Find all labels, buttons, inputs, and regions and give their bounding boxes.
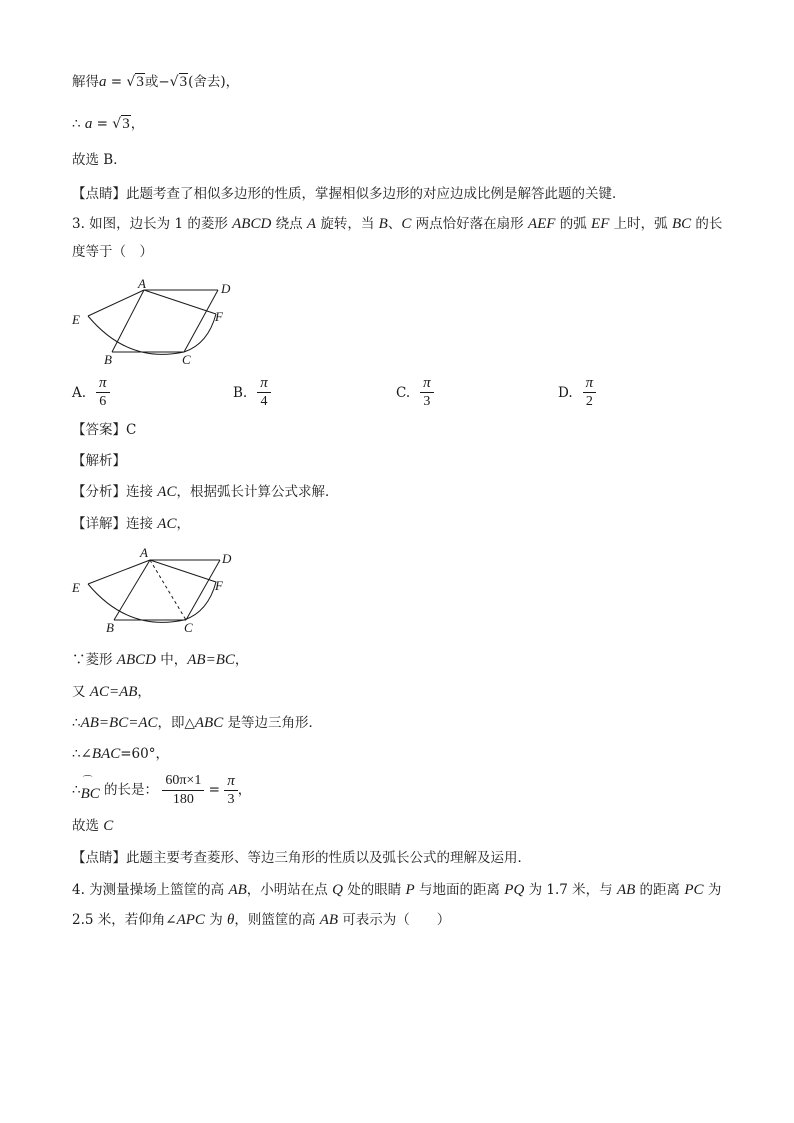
option-a[interactable]: A. $\frac{\pi}{6}$ — [72, 374, 110, 411]
label-d: D — [222, 551, 232, 566]
text-fragment: 解得 — [72, 74, 99, 90]
label-b: B — [106, 620, 114, 635]
note-text: 此题主要考查菱形、等边三角形的性质以及弧长公式的理解及运用． — [126, 850, 531, 866]
result-fraction: $\frac{\pi}{3}$ — [224, 772, 238, 809]
segment-cd — [184, 290, 218, 352]
section-tag: 【点睛】 — [72, 850, 126, 866]
note-paragraph — [72, 184, 626, 204]
arc-notation: ⌒ BC — [81, 776, 100, 812]
note-text: 此题考查了相似多边形的性质，掌握相似多边形的对应边成比例是解答此题的关键． — [126, 186, 626, 202]
segment-af — [150, 560, 216, 582]
analysis-tag: 【解析】 — [72, 453, 126, 469]
question-3-line-1: 3. 如图，边长为 1 的菱形 ABCD 绕点 A 旋转，当 B、C 两点恰好落在扇形 AEF 的弧 EF 上时，弧 BC 的长 — [72, 216, 723, 232]
segment-ab — [112, 290, 144, 352]
label-b: B — [104, 352, 112, 367]
option-c[interactable]: C. $\frac{\pi}{3}$ — [396, 374, 434, 411]
step-5: ∴ ⌒ BC 的长是： $\frac{60\pi\times 1}{180}$ = $\frac{\pi}{3}$ ， — [72, 772, 251, 809]
label-c: C — [182, 352, 191, 367]
segment-ab — [114, 560, 150, 620]
label-d: D — [221, 281, 231, 296]
text-fragment: ， — [130, 116, 145, 132]
text-fragment: 或 — [144, 74, 159, 90]
step-1: ∵菱形 ABCD 中，AB=BC， — [72, 652, 249, 668]
label-f: F — [215, 578, 223, 593]
section-tag: 【点睛】 — [72, 186, 126, 202]
option-fraction: $\frac{\pi}{6}$ — [96, 374, 110, 411]
option-fraction: $\frac{\pi}{2}$ — [583, 374, 597, 411]
label-a: A — [138, 276, 146, 291]
option-d[interactable]: D. $\frac{\pi}{2}$ — [558, 374, 596, 411]
answer-line — [72, 420, 136, 440]
text-fragment: = — [106, 74, 127, 90]
segment-ae — [88, 290, 144, 316]
solution-line-1 — [72, 72, 239, 92]
segment-ae — [88, 560, 150, 584]
question-4-line-1: 4. 为测量操场上篮筐的高 AB，小明站在点 Q 处的眼睛 P 与地面的距离 PQ 为 1.7 米，与 AB 的距离 PC 为 — [72, 882, 722, 898]
arc-symbol: ⌒ — [82, 776, 93, 787]
choice-line: 故选 B． — [72, 152, 127, 168]
solution-line-2 — [72, 114, 144, 134]
section-tag: 【答案】 — [72, 422, 126, 438]
section-tag: 【分析】 — [72, 484, 126, 500]
question-4-line-2: 2.5 米，若仰角∠APC 为 θ，则篮筐的高 AB 可表示为（ ） — [72, 912, 451, 928]
arc-length-fraction: $\frac{60\pi\times 1}{180}$ — [162, 772, 204, 809]
text-fragment: = — [92, 116, 113, 132]
variable: a — [84, 116, 93, 132]
segment-ac-dashed — [150, 560, 186, 620]
label-f: F — [215, 309, 223, 324]
step-4: ∴∠BAC=60°， — [72, 746, 169, 762]
segment-af — [144, 290, 216, 314]
variable: a — [99, 74, 107, 90]
sector-arc — [88, 314, 216, 354]
label-e: E — [72, 312, 80, 327]
answer-value: C — [126, 422, 137, 438]
rhombus-sector-figure — [68, 276, 248, 372]
section-tag: 【详解】 — [72, 516, 126, 532]
option-fraction: $\frac{\pi}{4}$ — [257, 374, 271, 411]
step-2: 又 AC=AB， — [72, 684, 151, 700]
sector-arc — [88, 582, 216, 622]
therefore-symbol: ∴ — [72, 116, 85, 132]
label-e: E — [72, 580, 80, 595]
sqrt-expression: √3 — [169, 74, 188, 90]
fenxi-line: 【分析】连接 AC，根据弧长计算公式求解． — [72, 484, 339, 500]
sqrt-expression: √3 — [112, 116, 130, 132]
question-3-line-2: 度等于（ ） — [72, 244, 153, 260]
rhombus-sector-figure-with-ac — [68, 544, 248, 640]
step-6: 故选 C — [72, 818, 114, 834]
text-fragment: − — [158, 74, 170, 90]
step-3: ∴AB=BC=AC，即△ABC 是等边三角形． — [72, 715, 323, 731]
text-fragment: (舍去) — [188, 74, 226, 90]
note-paragraph-2 — [72, 848, 531, 868]
option-b[interactable]: B. $\frac{\pi}{4}$ — [233, 374, 271, 411]
text-fragment: ， — [225, 74, 240, 90]
option-fraction: $\frac{\pi}{3}$ — [420, 374, 434, 411]
sqrt-expression: √3 — [126, 74, 144, 90]
label-a: A — [140, 545, 148, 560]
xiangjie-line: 【详解】连接 AC， — [72, 516, 190, 532]
label-c: C — [184, 620, 193, 635]
